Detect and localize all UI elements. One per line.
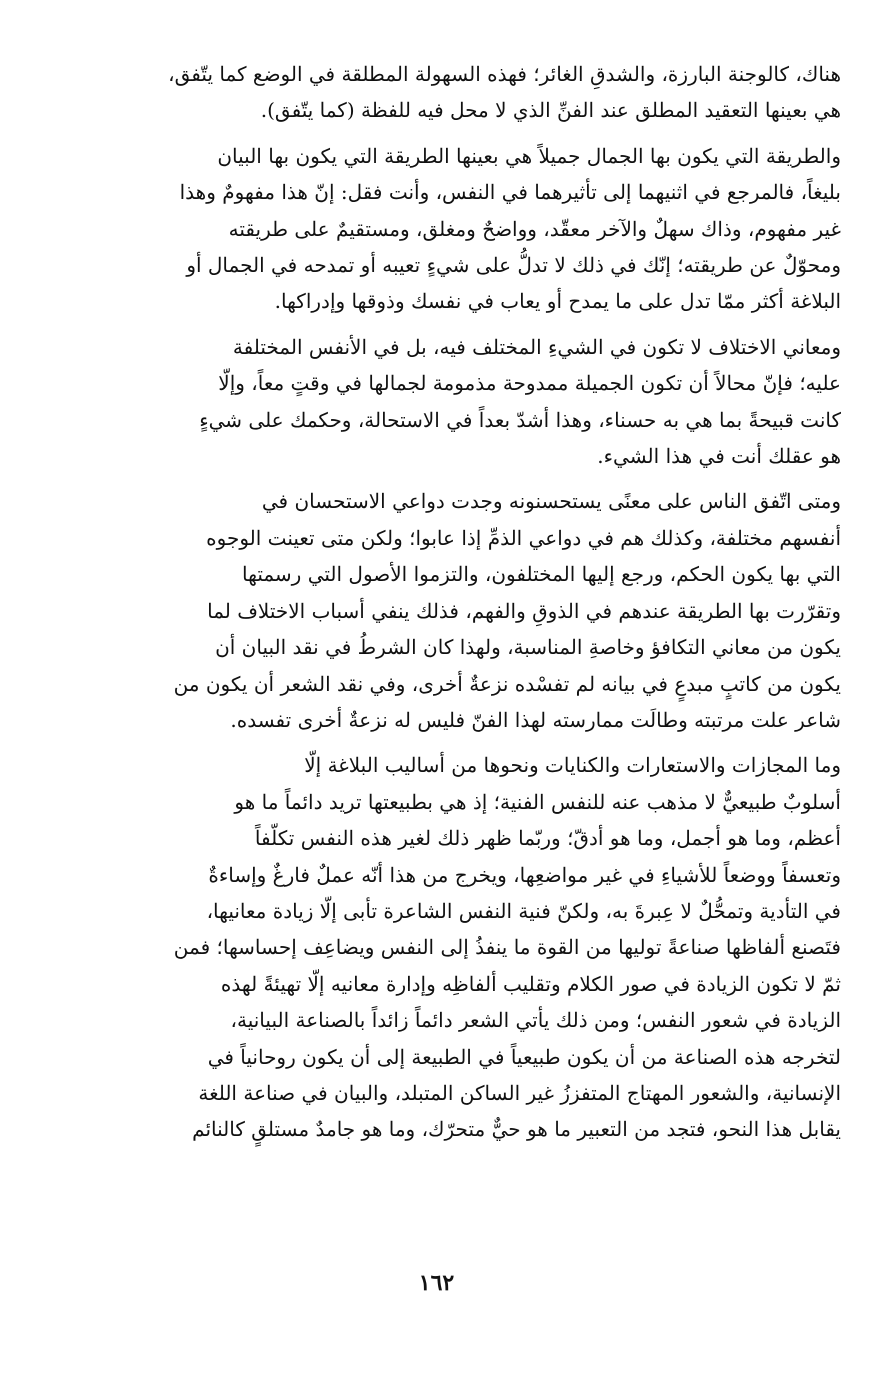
text-line: شاعر علت مرتبته وطالَت ممارسته لهذا الفنّ فليس له نزعةٌ أخرى تفسده. (230, 707, 841, 732)
text-line: التي بها يكون الحكم، ورجع إليها المختلفون، والتزموا الأصول التي رسمتها (242, 562, 841, 587)
text-line: أنفسهم مختلفة، وكذلك هم في دواعي الذمِّ إذا عابوا؛ ولكن متى تعينت الوجوه (206, 525, 841, 550)
page-body (36, 56, 841, 1148)
text-line: هناك، كالوجنة البارزة، والشدقِ الغائر؛ فهذه السهولة المطلقة في الوضع كما يتّفق، (168, 62, 841, 86)
text-line: الإنسانية، والشعور المهتاج المتفززُ غير الساكن المتبلد، والبيان في صناعة اللغة (198, 1080, 841, 1105)
text-line: أسلوبٌ طبيعيٌّ لا مذهب عنه للنفس الفنية؛ إذ هي بطبيعتها تريد دائماً ما هو (234, 789, 841, 814)
text-line: يقابل هذا النحو، فتجد من التعبير ما هو حيٌّ متحرّك، وما هو جامدٌ مستلقٍ كالنائم (192, 1117, 841, 1142)
paragraph-4 (36, 483, 841, 738)
text-line: فتَصنع ألفاظها صناعةً توليها من القوة ما ينفذُ إلى النفس ويضاعِف إحساسها؛ فمن (173, 935, 841, 960)
text-line: والطريقة التي يكون بها الجمال جميلاً هي بعينها الطريقة التي يكون بها البيان (217, 143, 841, 168)
paragraph-1 (36, 56, 841, 129)
text-line: لتخرجه هذه الصناعة من أن يكون طبيعياً في الطبيعة إلى أن يكون روحانياً في (207, 1044, 841, 1069)
text-line: ثمّ لا تكون الزيادة في صور الكلام وتقليب ألفاظِه وإدارة معانيه إلّا تهيئةً لهذه (220, 971, 841, 996)
text-line: هي بعينها التعقيد المطلق عند الفنِّ الذي لا محل فيه للفظة (كما يتّفق). (260, 98, 841, 123)
text-line: وتقرّرت بها الطريقة عندهم في الذوقِ والفهم، فذلك ينفي أسباب الاختلاف لما (207, 598, 841, 623)
page-number: ١٦٢ (418, 1270, 455, 1296)
text-line: عليه؛ فإنّ محالاً أن تكون الجميلة ممدوحة مذمومة لجمالها في وقتٍ معاً، وإلّا (218, 371, 841, 396)
text-line: كانت قبيحةً بما هي به حسناء، وهذا أشدّ بعداً في الاستحالة، وحكمك على شيءٍ (199, 407, 841, 432)
text-line: غير مفهوم، وذاك سهلٌ والآخر معقّد، وواضحٌ ومغلق، ومستقيمٌ على طريقته (228, 216, 841, 241)
text-line: في التأدية وتمحُّلٌ لا عِبرةَ به، ولكنّ فنية النفس الشاعرة تأبى إلّا زيادة معانيها، (206, 898, 841, 923)
paragraph-5 (36, 747, 841, 1147)
paragraph-2 (36, 138, 841, 320)
text-line: أعظم، وما هو أجمل، وما هو أدقّ؛ وربّما ظهر ذلك لغير هذه النفس تكلّفاً (254, 826, 841, 851)
text-line: وتعسفاً ووضعاً للأشياءِ في غير مواضعِها، ويخرج من هذا أنّه عملٌ فارغٌ وإساءةٌ (208, 862, 841, 887)
text-line: يكون من كاتبٍ مبدعٍ في بيانه لم تفسْده نزعةٌ أخرى، وفي نقد الشعر أن يكون من (173, 671, 841, 696)
text-line: ومتى اتّفق الناس على معنًى يستحسنونه وجدت دواعي الاستحسان في (261, 489, 841, 514)
text-line: هو عقلك أنت في هذا الشيء. (597, 444, 841, 469)
text-line: بليغاً، فالمرجع في اثنيهما إلى تأثيرهما في النفس، وأنت فقل: إنّ هذا مفهومٌ وهذا (179, 180, 841, 205)
text-line: ومحوّلٌ عن طريقته؛ إنّك في ذلك لا تدلُّ على شيءٍ تعيبه أو تمدحه في الجمال أو (186, 253, 841, 278)
text-line: ومعاني الاختلاف لا تكون في الشيءِ المختلف فيه، بل في الأنفس المختلفة (232, 334, 841, 359)
text-line: يكون من معاني التكافؤ وخاصةِ المناسبة، ولهذا كان الشرطُ في نقد البيان أن (215, 635, 841, 660)
text-line: الزيادة في شعور النفس؛ ومن ذلك يأتي الشعر دائماً زائداً بالصناعة البيانية، (230, 1008, 841, 1033)
paragraph-3 (36, 329, 841, 475)
text-line: البلاغة أكثر ممّا تدل على ما يمدح أو يعاب في نفسك وذوقها وإدراكها. (274, 289, 841, 314)
text-line: وما المجازات والاستعارات والكنايات ونحوها من أساليب البلاغة إلّا (304, 753, 841, 778)
